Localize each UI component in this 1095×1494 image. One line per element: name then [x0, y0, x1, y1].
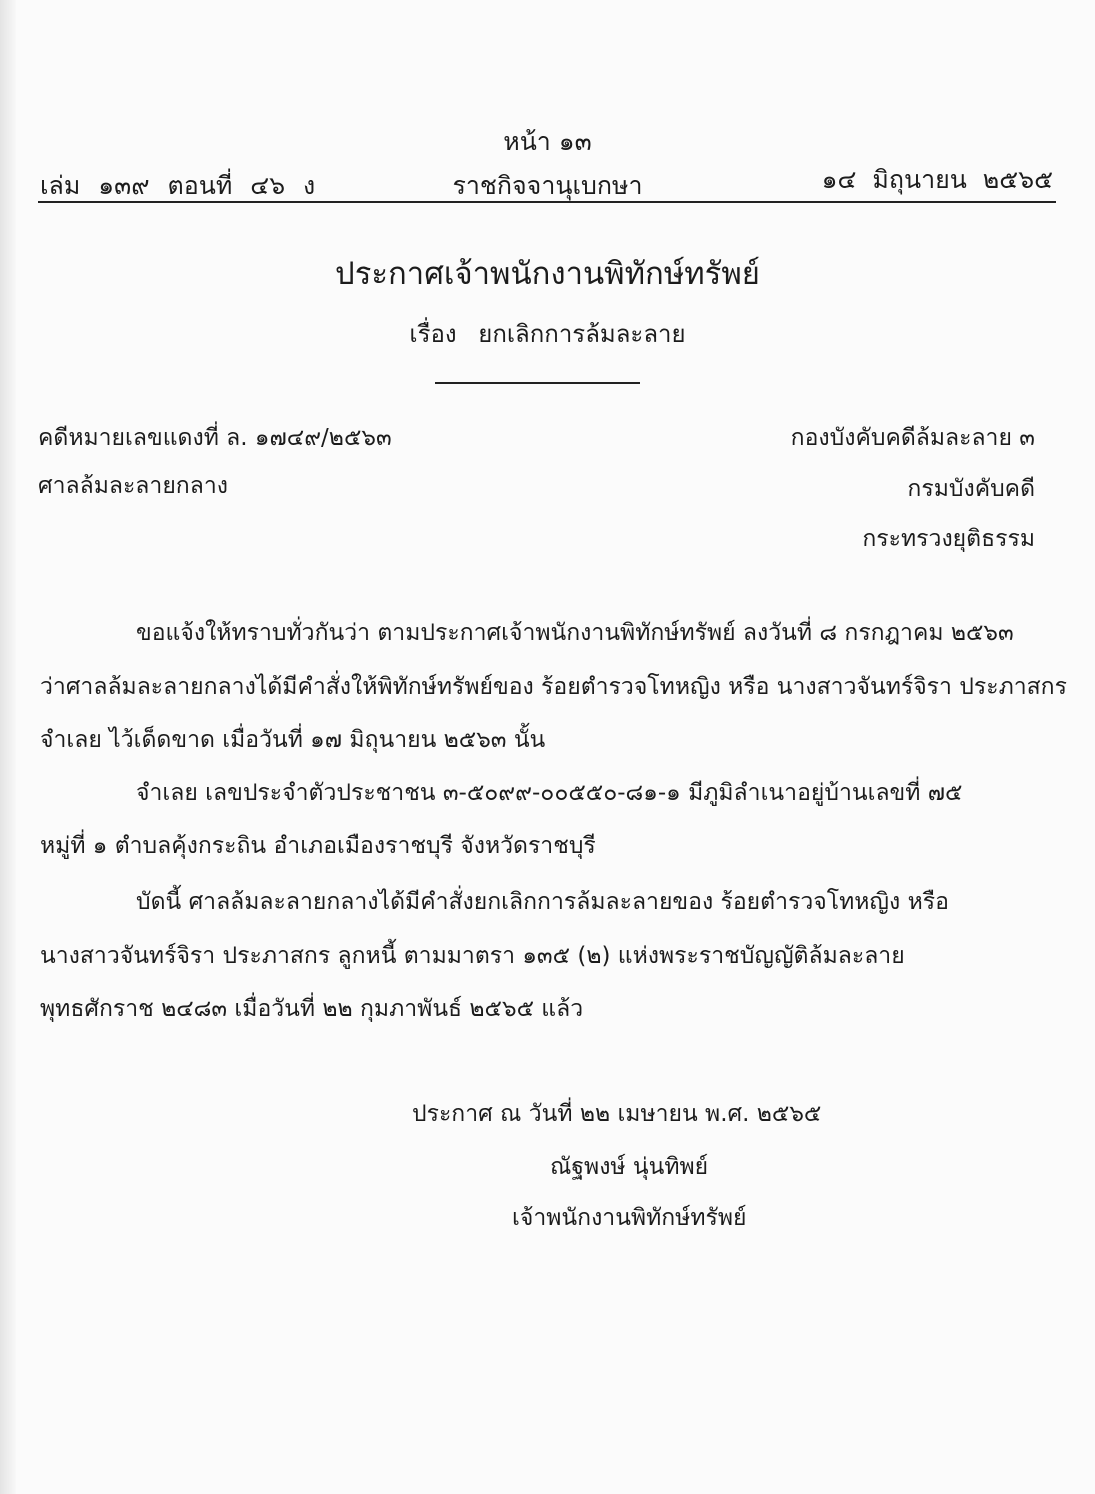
body-line: จำเลย ไว้เด็ดขาด เมื่อวันที่ ๑๗ มิถุนายน ๒๕๖๓ นั้น [40, 727, 546, 753]
office-division: กองบังคับคดีล้มละลาย ๓ [790, 425, 1035, 451]
signatory-position: เจ้าพนักงานพิทักษ์ทรัพย์ [512, 1205, 747, 1231]
body-line: บัดนี้ ศาลล้มละลายกลางได้มีคำสั่งยกเลิกการล้มละลายของ ร้อยตำรวจโทหญิง หรือ [136, 889, 949, 915]
page-edge-shadow [0, 0, 16, 1494]
office-ministry: กระทรวงยุติธรรม [862, 526, 1035, 552]
announcement-date: ประกาศ ณ วันที่ ๒๒ เมษายน พ.ศ. ๒๕๖๕ [412, 1101, 822, 1127]
case-number: คดีหมายเลขแดงที่ ล. ๑๗๔๙/๒๕๖๓ [38, 425, 392, 451]
header-rule [38, 201, 1056, 203]
signatory-name: ณัฐพงษ์ นุ่นทิพย์ [550, 1154, 709, 1180]
office-department: กรมบังคับคดี [907, 476, 1035, 502]
announcement-title: ประกาศเจ้าพนักงานพิทักษ์ทรัพย์ [335, 256, 760, 292]
announcement-subject: เรื่อง ยกเลิกการล้มละลาย [409, 320, 686, 348]
gazette-name: ราชกิจจานุเบกษา [452, 171, 643, 200]
volume-issue: เล่ม ๑๓๙ ตอนที่ ๔๖ ง [40, 171, 316, 200]
body-line: ขอแจ้งให้ทราบทั่วกันว่า ตามประกาศเจ้าพนักงานพิทักษ์ทรัพย์ ลงวันที่ ๘ กรกฎาคม ๒๕๖๓ [136, 620, 1014, 646]
title-divider [435, 382, 640, 384]
body-line: นางสาวจันทร์จิรา ประภาสกร ลูกหนี้ ตามมาตรา ๑๓๕ (๒) แห่งพระราชบัญญัติล้มละลาย [40, 943, 905, 969]
body-line: พุทธศักราช ๒๔๘๓ เมื่อวันที่ ๒๒ กุมภาพันธ์ ๒๕๖๕ แล้ว [40, 996, 584, 1022]
body-line: จำเลย เลขประจำตัวประชาชน ๓-๕๐๙๙-๐๐๕๕๐-๘๑-๑ มีภูมิลำเนาอยู่บ้านเลขที่ ๗๕ [136, 780, 963, 806]
body-line: ว่าศาลล้มละลายกลางได้มีคำสั่งให้พิทักษ์ทรัพย์ของ ร้อยตำรวจโทหญิง หรือ นางสาวจันทร์จิรา ประภาสกร [40, 674, 1067, 700]
court-name: ศาลล้มละลายกลาง [38, 473, 228, 499]
publication-date: ๑๔ มิถุนายน ๒๕๖๕ [821, 165, 1053, 194]
body-line: หมู่ที่ ๑ ตำบลคุ้งกระถิน อำเภอเมืองราชบุรี จังหวัดราชบุรี [40, 833, 596, 859]
page-number: หน้า ๑๓ [503, 127, 592, 156]
